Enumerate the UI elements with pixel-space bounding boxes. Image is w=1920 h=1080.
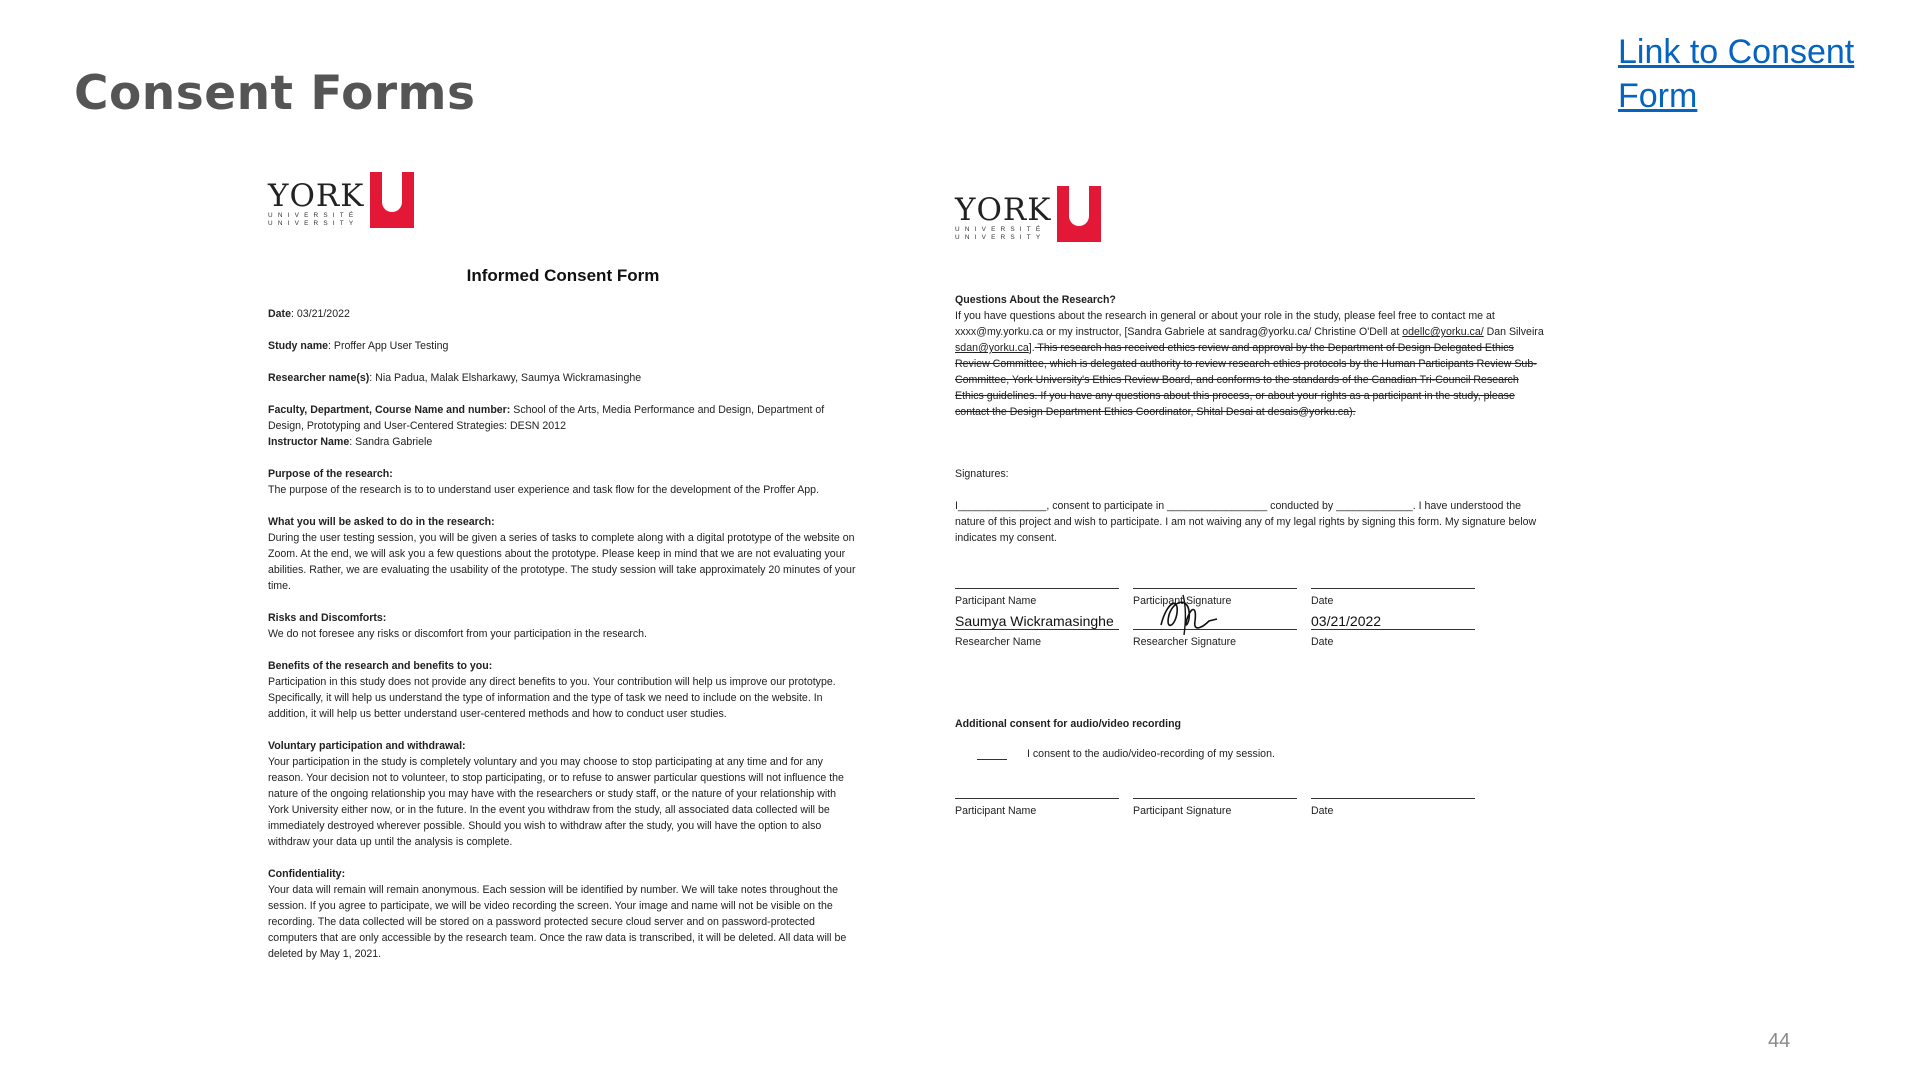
section-risks [268, 610, 858, 642]
study-name-field: Study name: Proffer App User Testing [268, 340, 449, 352]
section-body: During the user testing session, you will be given a series of tasks to complete along with a digital prototype of the website on Zoom. At the end, we will ask you a few questions about the prototype. Please keep in mind that we are not evaluating your abilities. Rather, we are evaluating the usability of the prototype. The study session will take approximately 20 minutes of your time. [268, 532, 856, 592]
researcher-signature-label: Researcher Signature [1133, 636, 1237, 648]
struck-text: This research has received ethics review and approval by the Department of Design Delegated Ethics Review Committee, which is delegated authority to review research ethics protocols by the Human Participants Review Sub-Committee, York University's Ethics Review Board, and conforms to the standards of the Canadian Tri-Council Research Ethics guidelines. [955, 342, 1537, 402]
audio-consent-text: I consent to the audio/video-recording of my session. [1027, 748, 1275, 760]
handwritten-signature [1153, 591, 1223, 637]
section-heading: Purpose of the research: [268, 468, 393, 480]
participant-signature-line[interactable] [1133, 572, 1297, 589]
participant-date-line[interactable] [1311, 572, 1475, 589]
date-field: Date: 03/21/2022 [268, 308, 350, 320]
section-body: The purpose of the research is to to understand user experience and task flow for the development of the Proffer App. [268, 484, 820, 496]
section-confidentiality [268, 866, 858, 962]
participant-date-label: Date [1311, 805, 1334, 817]
researcher-names-field: Researcher name(s): Nia Padua, Malak Elsharkawy, Saumya Wickramasinghe [268, 372, 642, 384]
slide-title: Consent Forms [74, 66, 476, 121]
york-subline-en: UNIVERSITY [955, 234, 1046, 241]
participant-signature-label: Participant Signature [1133, 805, 1232, 817]
section-tasks [268, 514, 858, 594]
section-heading: Confidentiality: [268, 868, 346, 880]
page-number: 44 [1768, 1030, 1791, 1052]
section-heading: Risks and Discomforts: [268, 612, 387, 624]
york-subline-fr: UNIVERSITÉ [955, 226, 1046, 233]
participant-signature-label: Participant Signature [1133, 595, 1232, 607]
informed-consent-page-2 [955, 178, 1545, 819]
informed-consent-page-1 [268, 164, 858, 978]
questions-body: If you have questions about the research in general or about your role in the study, please feel free to contact me at xxxx@my.yorku.ca or my instructor, [Sandra Gabriele at sandrag@yorku.ca/ Christine O'Dell at odellc@yorku.ca/ Dan Silveira sdan@yorku.ca]. This research has received ethics review and approval by the Department of Design Delegated Ethics Review Committee, which is delegated authority to review research ethics protocols by the Human Participants Review Sub-Committee, York University's Ethics Review Board, and conforms to the standards of the Canadian Tri-Council Research Ethics guidelines. If you have any questions about this process, or about your rights as a participant in the study, please contact the Design Department Ethics Coordinator, Shital Desai at desais@yorku.ca). [955, 310, 1544, 418]
researcher-signature-row [955, 613, 1545, 650]
section-heading: Benefits of the research and benefits to you: [268, 660, 493, 672]
struck-text: If you have any questions about this process, or about your rights as a participant in the study, please contact the Design Department Ethics Coordinator, Shital Desai at desais@yorku.ca). [955, 390, 1515, 418]
york-subline-fr: UNIVERSITÉ [268, 212, 359, 219]
researcher-signature-line [1133, 613, 1297, 630]
consent-statement: I_______________, consent to participate in _________________ conducted by _____________. I have understood the nature of this project and wish to participate. I am not waiving any of my legal rights by signing this form. My signature below indicates my consent. [955, 500, 1537, 544]
researcher-name-label: Researcher Name [955, 636, 1041, 648]
section-heading: What you will be asked to do in the research: [268, 516, 495, 528]
section-benefits [268, 658, 858, 722]
section-voluntary [268, 738, 858, 850]
section-body: Your data will remain will remain anonymous. Each session will be identified by number. We will take notes throughout the session. If you agree to participate, we will be video recording the screen. Your image and name will not be visible on the recording. The data collected will be stored on a password protected secure cloud server and on password-protected computers that are only accessible by the research team. Once the raw data is transcribed, it will be deleted. All data will be deleted by May 1, 2021. [268, 884, 847, 960]
participant-date-label: Date [1311, 595, 1334, 607]
form-title: Informed Consent Form [466, 266, 660, 285]
york-wordmark: YORK [955, 192, 1052, 228]
york-u-emblem [1057, 186, 1101, 242]
email-link[interactable]: sdan@yorku.ca [955, 342, 1029, 354]
section-body: Participation in this study does not provide any direct benefits to you. Your contribution will help us improve our prototype. Specifically, it will help us understand the type of information and the type of task we need to include on the website. In addition, it will help us better understand user-centered methods and how to conduct user studies. [268, 676, 836, 720]
faculty-field: Faculty, Department, Course Name and number: School of the Arts, Media Performance and Design, Department of Design, Prototyping and User-Centered Strategies: DESN 2012 Instructor Name: Sandra Gabriele [268, 404, 825, 448]
audio-signature-row [955, 782, 1545, 819]
york-u-emblem [370, 172, 414, 228]
section-heading: Voluntary participation and withdrawal: [268, 740, 466, 752]
york-subline-en: UNIVERSITY [268, 220, 359, 227]
participant-name-label: Participant Name [955, 805, 1037, 817]
participant-name-line[interactable] [955, 782, 1119, 799]
audio-consent-blank[interactable] [977, 749, 1007, 760]
researcher-date-label: Date [1311, 636, 1334, 648]
section-purpose [268, 466, 858, 498]
email-link[interactable]: odellc@yorku.ca/ [1402, 326, 1484, 338]
participant-name-label: Participant Name [955, 595, 1037, 607]
audio-consent-row [955, 746, 1545, 762]
section-body: We do not foresee any risks or discomfort from your participation in the research. [268, 628, 647, 640]
section-body: Your participation in the study is completely voluntary and you may choose to stop participating at any time and for any reason. Your decision not to volunteer, to stop participating, or to refuse to answer particular questions will not influence the nature of the ongoing relationship you may have with the researchers or study staff, or the nature of your relationship with York University either now, or in the future. In the event you withdraw from the study, all associated data collected will be immediately destroyed wherever possible. Should you wish to withdraw after the study, you will have the option to also withdraw your data up until the analysis is complete. [268, 756, 844, 848]
researcher-name-value: Saumya Wickramasinghe [955, 613, 1119, 630]
york-university-logo [268, 164, 858, 228]
researcher-date-value: 03/21/2022 [1311, 613, 1475, 630]
consent-form-link[interactable]: Link to Consent Form [1618, 33, 1855, 115]
questions-heading: Questions About the Research? [955, 294, 1116, 306]
participant-name-line[interactable] [955, 572, 1119, 589]
signatures-heading: Signatures: [955, 468, 1009, 480]
participant-signature-line[interactable] [1133, 782, 1297, 799]
participant-date-line[interactable] [1311, 782, 1475, 799]
additional-consent-heading: Additional consent for audio/video recording [955, 718, 1182, 730]
york-university-logo [955, 178, 1545, 242]
participant-signature-row [955, 572, 1545, 609]
york-wordmark: YORK [268, 178, 365, 214]
